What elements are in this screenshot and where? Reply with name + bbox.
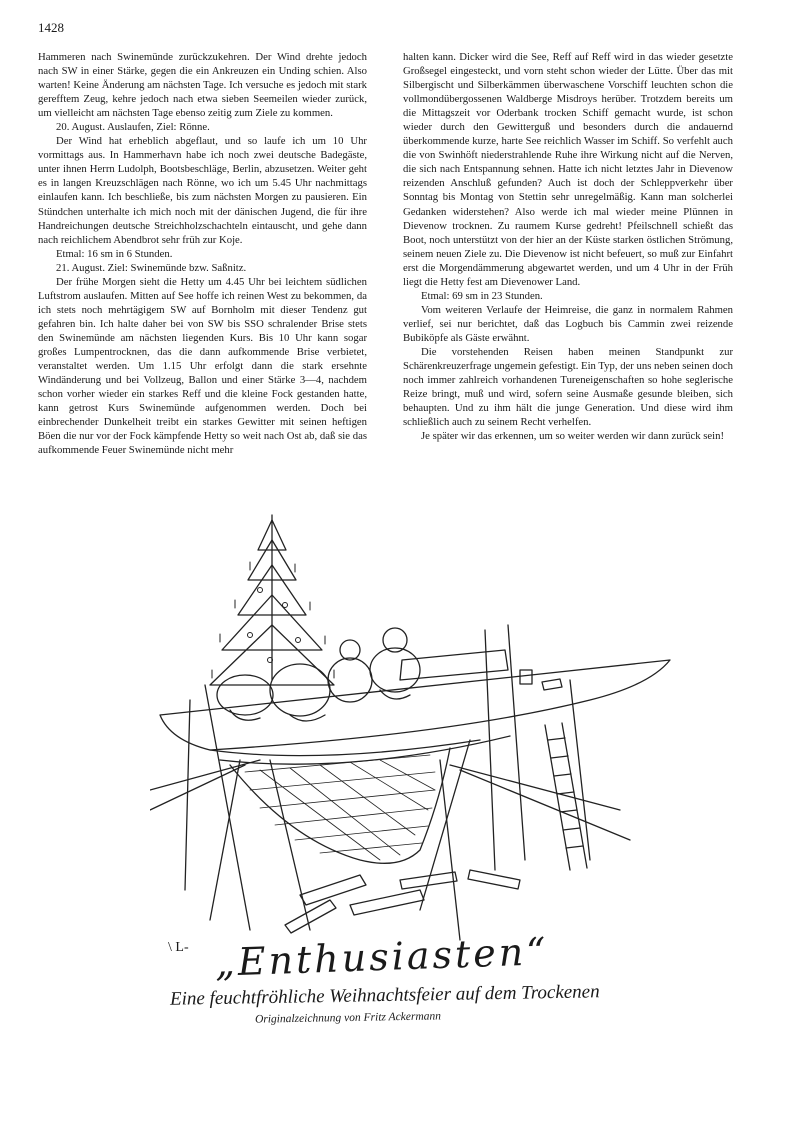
illustration-subtitle: Eine feuchtfröhliche Weihnachtsfeier auf dem Trockenen bbox=[169, 981, 600, 1010]
paragraph: Der frühe Morgen sieht die Hetty um 4.45 Uhr bei leichtem südlichen Luftstrom auslaufen. Mitten auf See hoffe ich reinen West zu bekommen, da ich stets noch mehrtägigem SW auf Bornholm mit dieser Tendenz gut gefahren bin. Ich halte daher bei von SW bis SSO schralender Brise stets den Swinemünde am nächsten liegenden Kurs. Bis 10 Uhr kann sogar großes Lumpentrocknen, das die dann aufkommende Brise verbietet, veranstaltet werden. Um 1.15 Uhr erfolgt dann die stark ersehnte Windänderung und bei Vollzeug, Ballon und einer Stärke 3—4, nachdem schon vorher wieder ein starkes Reff und die kleine Fock gestanden hatte, kann getrost Kurs Swinemünde aufgenommen werden. Doch bei einbrechender Dunkelheit treibt ein starkes Gewitter mit seinen heftigen Böen die nur vor der Fock kämpfende Hetty so weit nach Ost ab, daß sie das aufkommende Feuer Swinemünde nicht mehr bbox=[38, 275, 367, 457]
deckhouse bbox=[400, 650, 508, 680]
paragraph: halten kann. Dicker wird die See, Reff auf Reff wird in das wieder gesetzte Großsegel eingesteckt, und vorn steht schon wieder der Lütte. Über das mit Silbergischt und Silberkämmen überwaschene Vorschiff leuchten schon die vollmondübergossenen Waldberge Misdroys herüber. Trotzdem bereits um die Mittagszeit vor Oderbank trocken Schiff gemacht wurde, ist schon wieder durch den Gewitterguß und besonders durch die andauernd überkommende kurze, harte See reichlich Wasser im Schiff. So verfehlt auch die von Swinhöft niederstrahlende Ruhe ihre Wirkung nicht auf die Nerven, die sich nach Entspannung sehnen. Hatte ich nicht letztes Jahr in Dievenow reizenden Anschluß gefunden? Auch ist doch der Schleppverkehr über Sonntag bis Montag von Stettin sehr unregelmäßig. Kann man solcherlei Gedanken widerstehen? Also werde ich mal wieder meine Plünnen in Dievenow trocknen. Zu raumem Kurse gedreht! Pfeilschnell schießt das Boot, noch unterstützt von der hier an der Küste starken östlichen Strömung, seinem neuen Ziele zu. Die Dievenow ist nicht befeuert, so muß zur Einfahrt erst die Morgendämmerung abgewartet werden, und um 4 Uhr in der Früh liegt die Hetty fest am Dievenower Land. bbox=[403, 51, 733, 288]
ladder bbox=[545, 723, 587, 870]
left-text-column bbox=[38, 50, 367, 457]
paragraph: Etmal: 16 sm in 6 Stunden. bbox=[56, 247, 173, 260]
paragraph: Der Wind hat erheblich abgeflaut, und so laufe ich um 10 Uhr vormittags aus. In Hammerhavn habe ich noch zwei deutsche Badegäste, unter ihnen Herrn Ludolph, Bootsbeschläge, Berlin, abzusetzen. Weiter geht es in langen Kreuzschlägen nach Rönne, wo ich um 5.45 Uhr nachmittags einlaufen kann. Ich beschließe, bis zum nächsten Morgen zu pausieren. Ein Stündchen unterhalte ich mich noch mit der dänischen Jugend, die für ihre Handreichungen deutsche Streichholzschachteln eintauscht, und gehe dann nach reichlichem Abendbrot sehr früh zur Koje. bbox=[38, 135, 367, 246]
paragraph: Etmal: 69 sm in 23 Stunden. bbox=[421, 289, 543, 302]
paragraph: 20. August. Auslaufen, Ziel: Rönne. bbox=[56, 121, 210, 134]
illustration-credit: Originalzeichnung von Fritz Ackermann bbox=[254, 1010, 442, 1026]
right-text-column bbox=[403, 50, 733, 443]
boat-hull bbox=[160, 660, 670, 863]
planks bbox=[285, 870, 520, 933]
page-number: 1428 bbox=[38, 20, 64, 35]
sketch-marks: \ L- bbox=[168, 940, 189, 955]
paragraph: Die vorstehenden Reisen haben meinen Standpunkt zur Schärenkreuzerfrage ungemein gefestigt. Ein Typ, der uns neben seinen doch noch immer zahlreich vorhandenen Tureneigenschaften so hohe seglerische Reize bringt, muß und wird, sofern seine Ausmaße gesunde bleiben, sich behaupten. Und zu ihm hält die junge Generation. Und diese wird ihm schließlich auch zu seinem Recht verhelfen. bbox=[403, 345, 733, 429]
illustration-title: „Enthusiasten“ bbox=[214, 929, 550, 985]
figures-on-deck bbox=[217, 628, 420, 721]
paragraph: 21. August. Ziel: Swinemünde bzw. Saßnitz. bbox=[56, 261, 247, 274]
paragraph: Je später wir das erkennen, um so weiter werden wir dann zurück sein! bbox=[421, 430, 725, 443]
paragraph: Vom weiteren Verlaufe der Heimreise, die ganz in normalem Rahmen verlief, sei nur berichtet, daß das Logbuch bis Cammin zwei reizende Bubiköpfe als Gäste erwähnt. bbox=[403, 303, 733, 344]
boat-drawing-illustration bbox=[150, 510, 710, 950]
paragraph: Hammeren nach Swinemünde zurückzukehren. Der Wind drehte jedoch nach SW in einer Stärke, gegen die ein Ankreuzen ein Unding schien. Also warten! Keine Änderung am nächsten Tage. Ich versuche es jedoch mit stark gerefftem Zeug, kehre jedoch nach etwa sieben Seemeilen wieder zurück, um vielleicht am nächsten Tage ebenso zeitig zum Ziele zu kommen. bbox=[38, 51, 367, 120]
christmas-tree bbox=[210, 515, 334, 685]
